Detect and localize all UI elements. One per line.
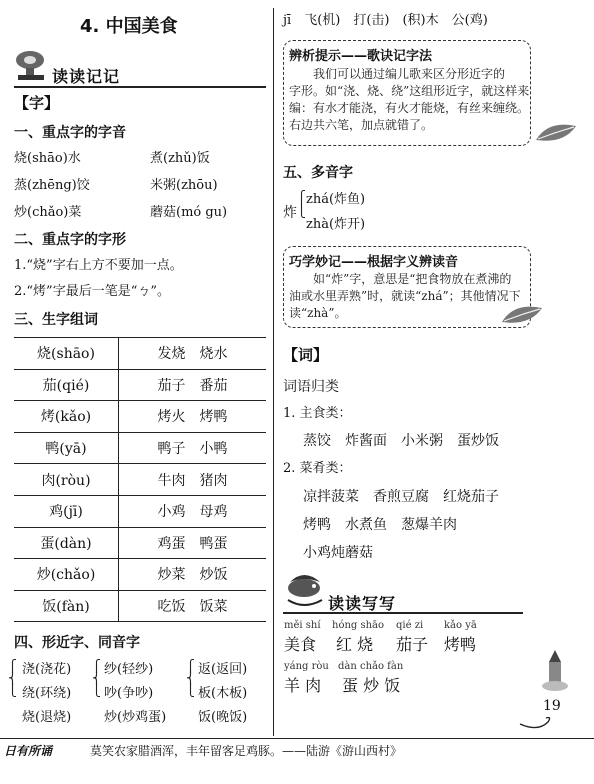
- table-words: 鸡蛋 鸭蛋: [119, 527, 267, 559]
- sec5-title: 五、多音字: [283, 165, 353, 181]
- pron-item: 蒸(zhēng)饺: [14, 178, 90, 193]
- table-char: 茄(qié): [14, 369, 119, 401]
- page-swirl: [518, 714, 558, 734]
- similar-char: 炒(炒鸡蛋): [104, 710, 167, 725]
- table-row: [14, 432, 266, 464]
- similar-char: 浇(浇花): [22, 662, 72, 677]
- gramophone-icon: [14, 48, 54, 82]
- read-write-heading: 读读写写: [328, 594, 397, 613]
- word-hanzi: 蛋 炒 饭: [342, 676, 401, 695]
- word-hanzi: 红 烧: [336, 635, 374, 654]
- pinyin: měi shí: [284, 620, 321, 631]
- similar-char: 吵(争吵): [104, 686, 154, 701]
- sec1-title: 一、重点字的字音: [14, 125, 126, 141]
- hint-line: 字形。如“浇、烧、绕”这组形近字，就这样来: [289, 84, 530, 98]
- polyphone-char: 炸: [283, 205, 297, 221]
- bird-icon: [282, 570, 326, 610]
- pron-item: 蘑菇(mó gu): [150, 205, 228, 220]
- brace-icon: ⎧ ⎩: [297, 190, 306, 218]
- table-row: [14, 369, 266, 401]
- brace-icon: ⎧ ⎨ ⎩: [186, 659, 195, 697]
- footer-label: 日有所诵: [4, 744, 53, 758]
- homophone-line: jī 飞(机) 打(击) (积)木 公(鸡): [283, 13, 488, 28]
- zi-tag: 【字】: [14, 94, 60, 112]
- word-hanzi: 烤鸭: [444, 635, 477, 654]
- vocab-title: 词语归类: [283, 379, 339, 395]
- read-memorize-heading: 读读记记: [52, 67, 121, 86]
- hint-line: 我们可以通过编儿歌来区分形近字的: [313, 67, 506, 81]
- sec3-title: 三、生字组词: [14, 312, 98, 328]
- vocab-words: 烤鸭 水煮鱼 葱爆羊肉: [303, 517, 457, 533]
- vocab-category: 2. 菜肴类：: [283, 461, 352, 476]
- table-char: 蛋(dàn): [14, 527, 119, 559]
- section-underline: [283, 612, 523, 614]
- leaf-icon: [500, 302, 544, 326]
- pinyin: dàn chǎo fàn: [338, 661, 404, 672]
- hint-line: 读“zhà”。: [289, 306, 347, 320]
- word-hanzi: 茄子: [396, 635, 429, 654]
- table-words: 烤火 烤鸭: [119, 401, 267, 433]
- table-words: 鸭子 小鸭: [119, 432, 267, 464]
- ci-tag: 【词】: [283, 346, 329, 364]
- pinyin: qié zi: [396, 620, 424, 631]
- leaf-icon: [534, 120, 578, 144]
- lesson-title: 4. 中国美食: [80, 16, 178, 37]
- similar-char: 返(返回): [198, 662, 248, 677]
- table-char: 肉(ròu): [14, 464, 119, 496]
- column-divider: [273, 8, 274, 736]
- table-row: [14, 401, 266, 433]
- table-row: [14, 559, 266, 591]
- table-words: 吃饭 饭菜: [119, 590, 267, 622]
- hint-line: 右边共六笔，加点就错了。: [289, 118, 434, 132]
- polyphone-reading: zhà(炸开): [306, 217, 366, 232]
- similar-char: 绕(环绕): [22, 686, 72, 701]
- table-words: 炒菜 炒饭: [119, 559, 267, 591]
- pron-item: 炒(chǎo)菜: [14, 205, 82, 220]
- similar-char: 板(木板): [198, 686, 248, 701]
- section-underline: [14, 86, 266, 88]
- hint-line: 油或水里弄熟”时，就读“zhá”；其他情况下: [289, 289, 521, 303]
- table-row: [14, 338, 266, 370]
- table-char: 炒(chǎo): [14, 559, 119, 591]
- similar-char: 饭(晚饭): [198, 710, 248, 725]
- vocab-category: 1. 主食类：: [283, 406, 352, 421]
- table-row: [14, 495, 266, 527]
- pinyin: yáng ròu: [284, 661, 329, 672]
- polyphone-reading: zhá(炸鱼): [306, 192, 366, 207]
- similar-char: 纱(轻纱): [104, 662, 154, 677]
- table-words: 小鸡 母鸡: [119, 495, 267, 527]
- pinyin: hóng shāo: [332, 620, 385, 631]
- table-words: 茄子 番茄: [119, 369, 267, 401]
- word-hanzi: 美食: [284, 635, 317, 654]
- brace-icon: ⎧ ⎨ ⎩: [92, 659, 101, 697]
- brace-icon: ⎧ ⎨ ⎩: [8, 659, 17, 697]
- pron-item: 烧(shāo)水: [14, 151, 81, 166]
- pron-item: 米粥(zhōu): [150, 178, 218, 193]
- word-table: [14, 337, 266, 622]
- word-hanzi: 羊 肉: [284, 676, 322, 695]
- hint-title: 巧学妙记——根据字义辨读音: [289, 255, 459, 270]
- pencil-icon: [540, 648, 570, 694]
- table-char: 饭(fàn): [14, 590, 119, 622]
- sec2-title: 二、重点字的字形: [14, 232, 126, 248]
- table-char: 烤(kǎo): [14, 401, 119, 433]
- vocab-words: 蒸饺 炸酱面 小米粥 蛋炒饭: [303, 433, 499, 449]
- footer: [0, 738, 594, 762]
- shape-note: 2.“烤”字最后一笔是“ㄅ”。: [14, 284, 170, 299]
- shape-note: 1.“烧”字右上方不要加一点。: [14, 258, 183, 273]
- sec4-title: 四、形近字、同音字: [14, 635, 140, 651]
- page-number: 19: [543, 698, 561, 714]
- vocab-words: 小鸡炖蘑菇: [303, 545, 373, 561]
- table-row: [14, 590, 266, 622]
- hint-line: 编：有水才能浇，有火才能烧，有丝来缠绕。: [289, 101, 530, 115]
- pron-item: 煮(zhǔ)饭: [150, 151, 210, 166]
- hint-line: 如“炸”字，意思是“把食物放在煮沸的: [313, 272, 512, 286]
- table-char: 烧(shāo): [14, 338, 119, 370]
- table-words: 牛肉 猪肉: [119, 464, 267, 496]
- pinyin: kǎo yā: [444, 620, 477, 631]
- similar-char: 烧(退烧): [22, 710, 72, 725]
- footer-rule: [0, 738, 594, 739]
- table-row: [14, 464, 266, 496]
- table-words: 发烧 烧水: [119, 338, 267, 370]
- hint-title: 辨析提示——歌诀记字法: [289, 49, 433, 64]
- vocab-words: 凉拌菠菜 香煎豆腐 红烧茄子: [303, 489, 499, 505]
- footer-quote: 莫笑农家腊酒浑，丰年留客足鸡豚。——陆游《游山西村》: [90, 744, 403, 758]
- table-char: 鸭(yā): [14, 432, 119, 464]
- table-row: [14, 527, 266, 559]
- table-char: 鸡(jī): [14, 495, 119, 527]
